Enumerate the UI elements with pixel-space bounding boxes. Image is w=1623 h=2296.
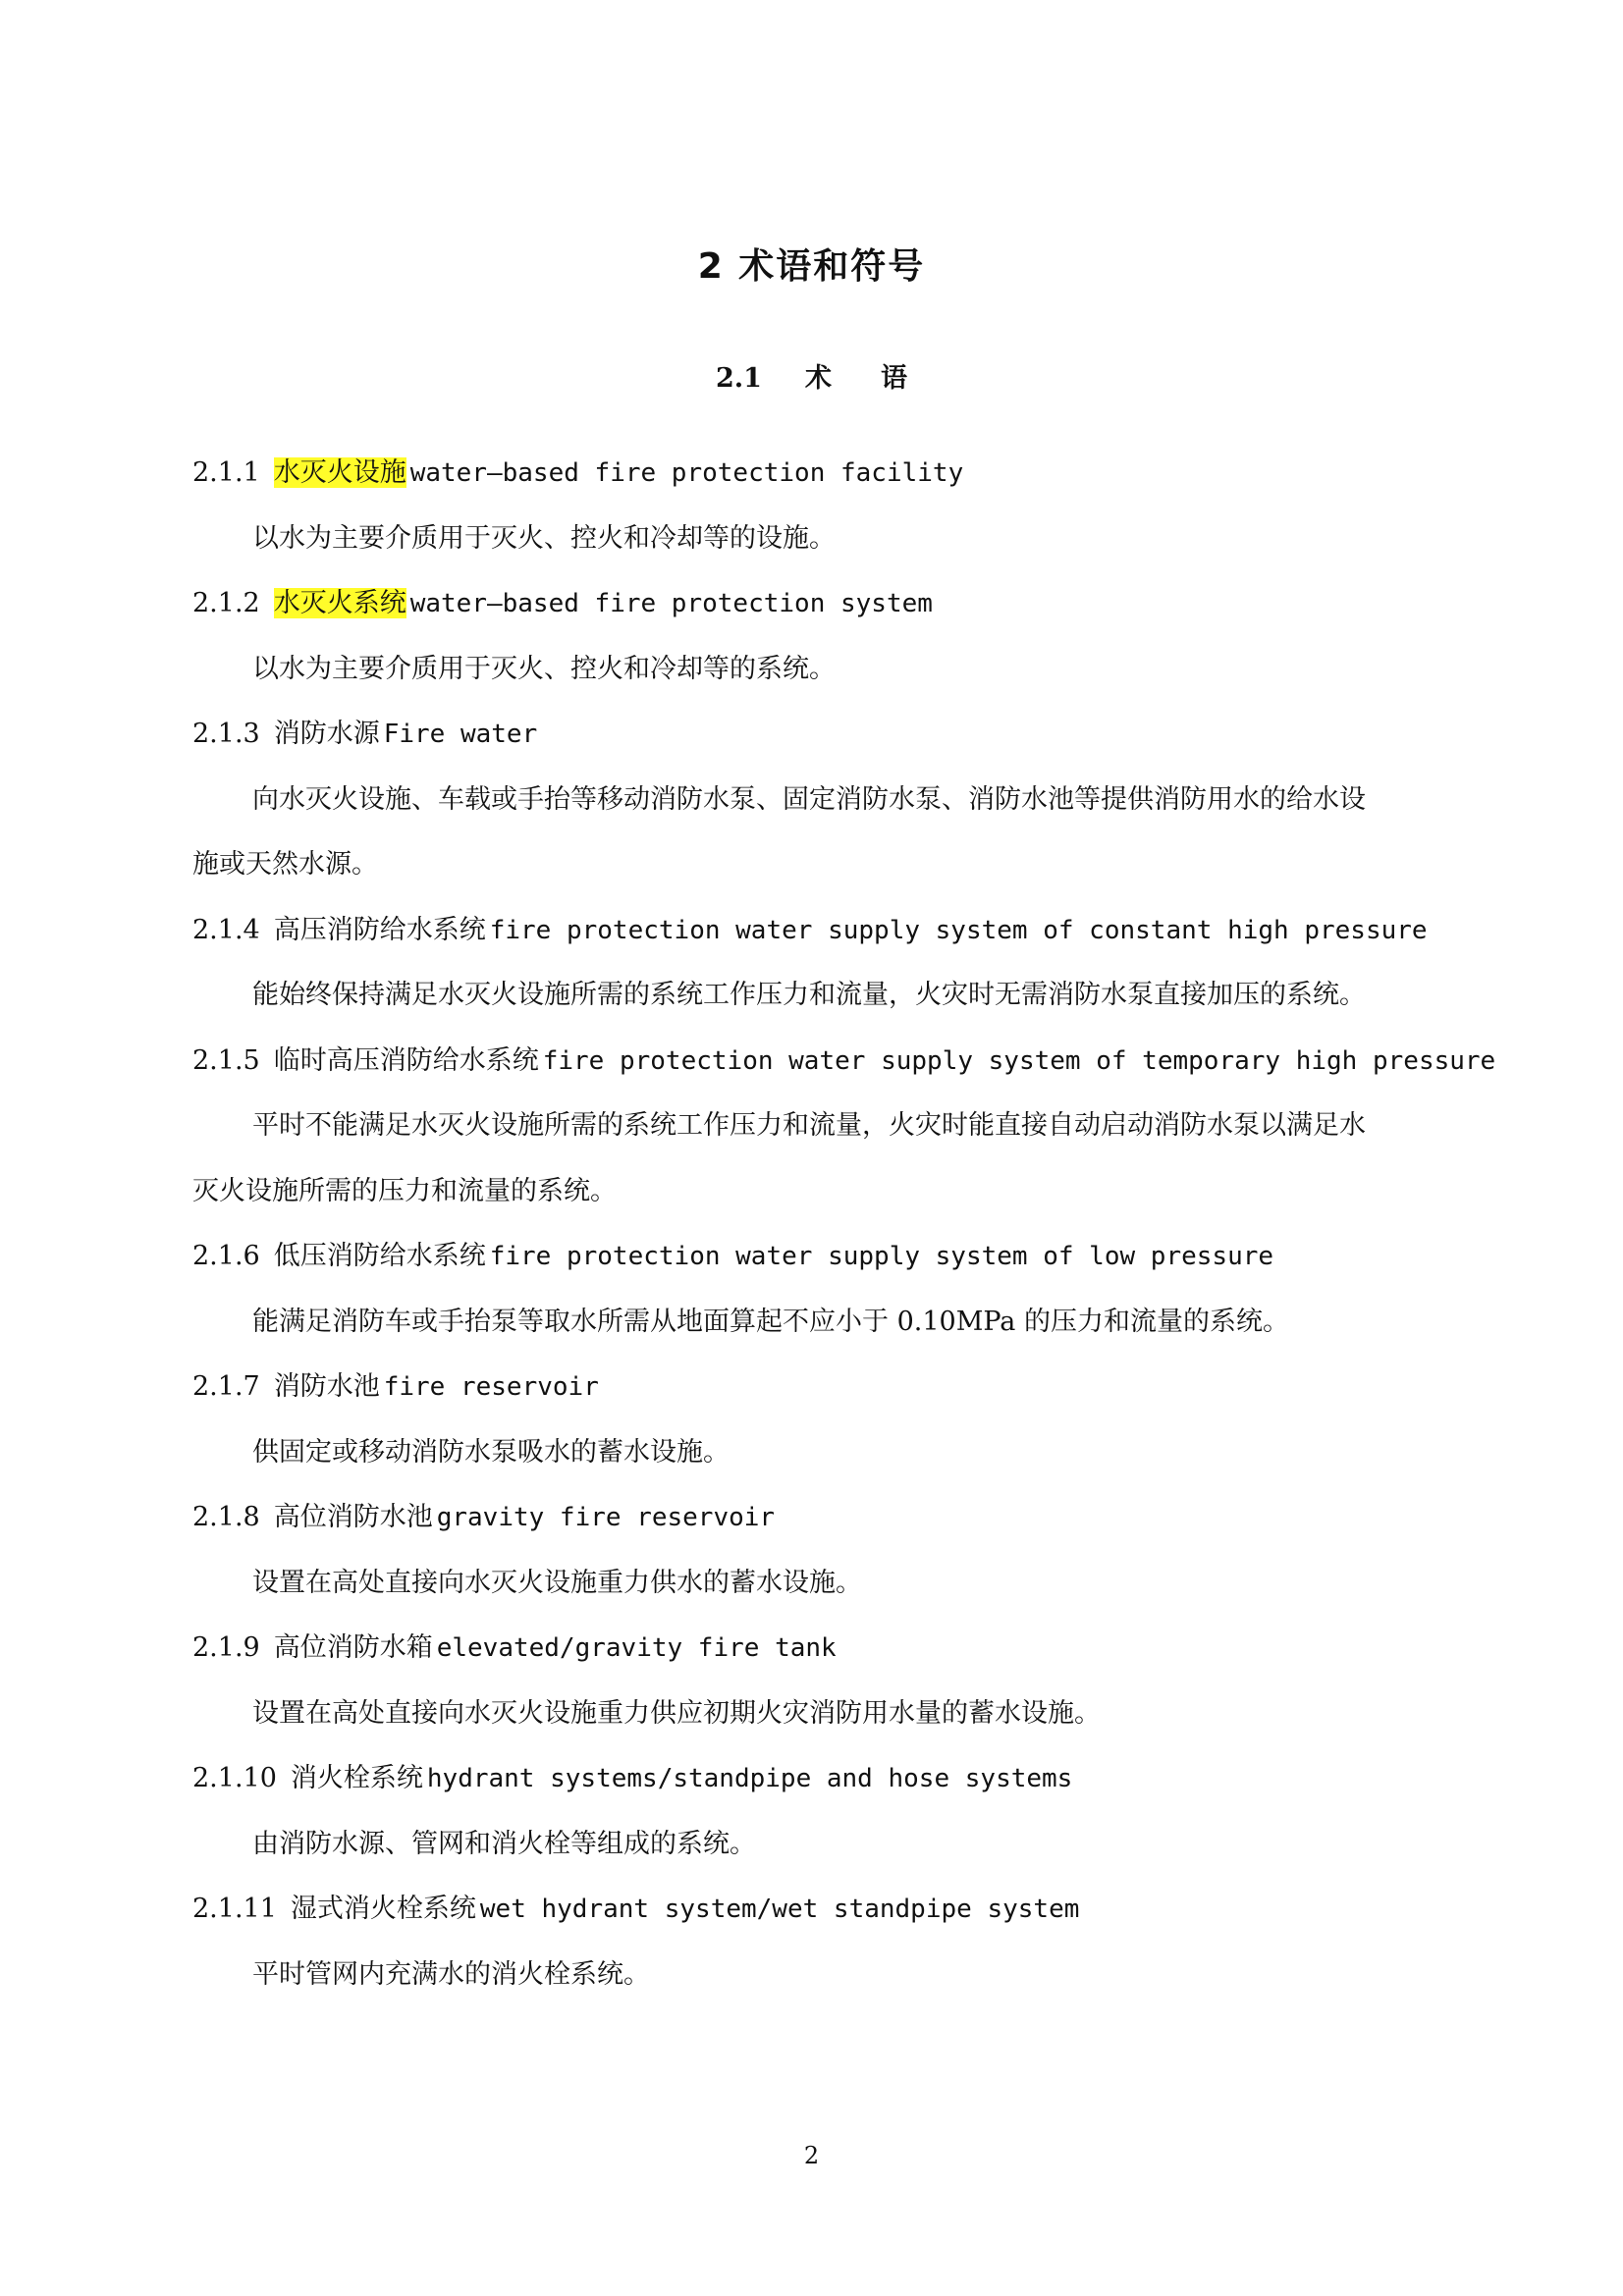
term-heading (192, 1759, 1072, 1798)
section-title (0, 356, 1623, 395)
term-number: 2.1.11 (192, 1894, 277, 1924)
term-definition: 由消防水源、管网和消火栓等组成的系统。 (252, 1828, 756, 1859)
term-definition: 设置在高处直接向水灭火设施重力供水的蓄水设施。 (252, 1567, 862, 1598)
term-definition: 以水为主要介质用于灭火、控火和冷却等的系统。 (252, 653, 836, 684)
term-heading (192, 911, 1428, 950)
term-heading (192, 1041, 1495, 1081)
term-number: 2.1.6 (192, 1241, 260, 1271)
term-chinese: 消防水池 (273, 1371, 380, 1402)
term-chinese: 消防水源 (273, 719, 380, 749)
term-english: water—based fire protection facility (409, 458, 964, 488)
term-heading (192, 454, 963, 493)
term-english: wet hydrant system/wet standpipe system (479, 1895, 1080, 1924)
term-number: 2.1.4 (192, 914, 260, 945)
term-english: fire protection water supply system of low pressure (489, 1242, 1274, 1271)
section-word-1: 术 (804, 363, 832, 394)
term-number: 2.1.3 (192, 719, 260, 749)
term-heading (192, 1498, 775, 1537)
term-number: 2.1.2 (192, 588, 260, 618)
term-definition: 向水灭火设施、车载或手抬等移动消防水泵、固定消防水泵、消防水池等提供消防用水的给水设 (252, 783, 1366, 815)
term-number: 2.1.7 (192, 1371, 260, 1402)
term-definition: 能始终保持满足水灭火设施所需的系统工作压力和流量，火灾时无需消防水泵直接加压的系统。 (252, 980, 1366, 1010)
term-chinese: 低压消防给水系统 (273, 1241, 486, 1271)
term-english: fire protection water supply system of temporary high pressure (542, 1045, 1496, 1076)
term-chinese: 消火栓系统 (290, 1763, 423, 1793)
term-definition: 设置在高处直接向水灭火设施重力供应初期火灾消防用水量的蓄水设施。 (252, 1697, 1101, 1729)
term-english: hydrant systems/standpipe and hose systems (426, 1764, 1073, 1793)
term-definition: 能满足消防车或手抬泵等取水所需从地面算起不应小于 0.10MPa 的压力和流量的系统。 (252, 1306, 1289, 1337)
term-heading (192, 584, 933, 623)
term-chinese: 临时高压消防给水系统 (273, 1044, 539, 1076)
section-number: 2.1 (716, 363, 762, 394)
term-number: 2.1.10 (192, 1763, 277, 1793)
term-definition-continued: 施或天然水源。 (192, 849, 378, 880)
term-number: 2.1.8 (192, 1502, 260, 1532)
term-chinese-highlighted: 水灭火设施 (273, 457, 406, 488)
term-english: fire protection water supply system of constant high pressure (489, 915, 1428, 945)
term-definition-continued: 灭火设施所需的压力和流量的系统。 (192, 1175, 617, 1206)
term-definition: 以水为主要介质用于灭火、控火和冷却等的设施。 (252, 522, 836, 554)
term-number: 2.1.9 (192, 1632, 260, 1663)
page-number: 2 (803, 2142, 820, 2169)
term-heading (192, 715, 537, 754)
term-definition: 平时不能满足水灭火设施所需的系统工作压力和流量，火灾时能直接自动启动消防水泵以满足水 (252, 1110, 1366, 1141)
term-chinese: 高位消防水池 (273, 1502, 433, 1532)
term-heading (192, 1237, 1273, 1276)
term-number: 2.1.5 (192, 1044, 260, 1076)
chapter-title: 2 术语和符号 (697, 246, 926, 287)
term-english: water—based fire protection system (409, 589, 933, 618)
section-word-2: 语 (880, 363, 907, 394)
term-chinese: 高位消防水箱 (273, 1632, 433, 1663)
term-chinese: 湿式消火栓系统 (290, 1894, 476, 1924)
term-definition: 供固定或移动消防水泵吸水的蓄水设施。 (252, 1436, 730, 1468)
term-definition: 平时管网内充满水的消火栓系统。 (252, 1958, 650, 1990)
term-english: Fire water (383, 720, 538, 749)
term-english: gravity fire reservoir (436, 1503, 776, 1532)
term-english: elevated/gravity fire tank (436, 1633, 837, 1663)
term-chinese: 高压消防给水系统 (273, 914, 486, 945)
term-chinese-highlighted: 水灭火系统 (273, 588, 406, 618)
term-heading (192, 1890, 1079, 1929)
term-english: fire reservoir (383, 1372, 599, 1402)
term-heading (192, 1367, 599, 1407)
term-number: 2.1.1 (192, 457, 260, 488)
term-heading (192, 1629, 837, 1668)
